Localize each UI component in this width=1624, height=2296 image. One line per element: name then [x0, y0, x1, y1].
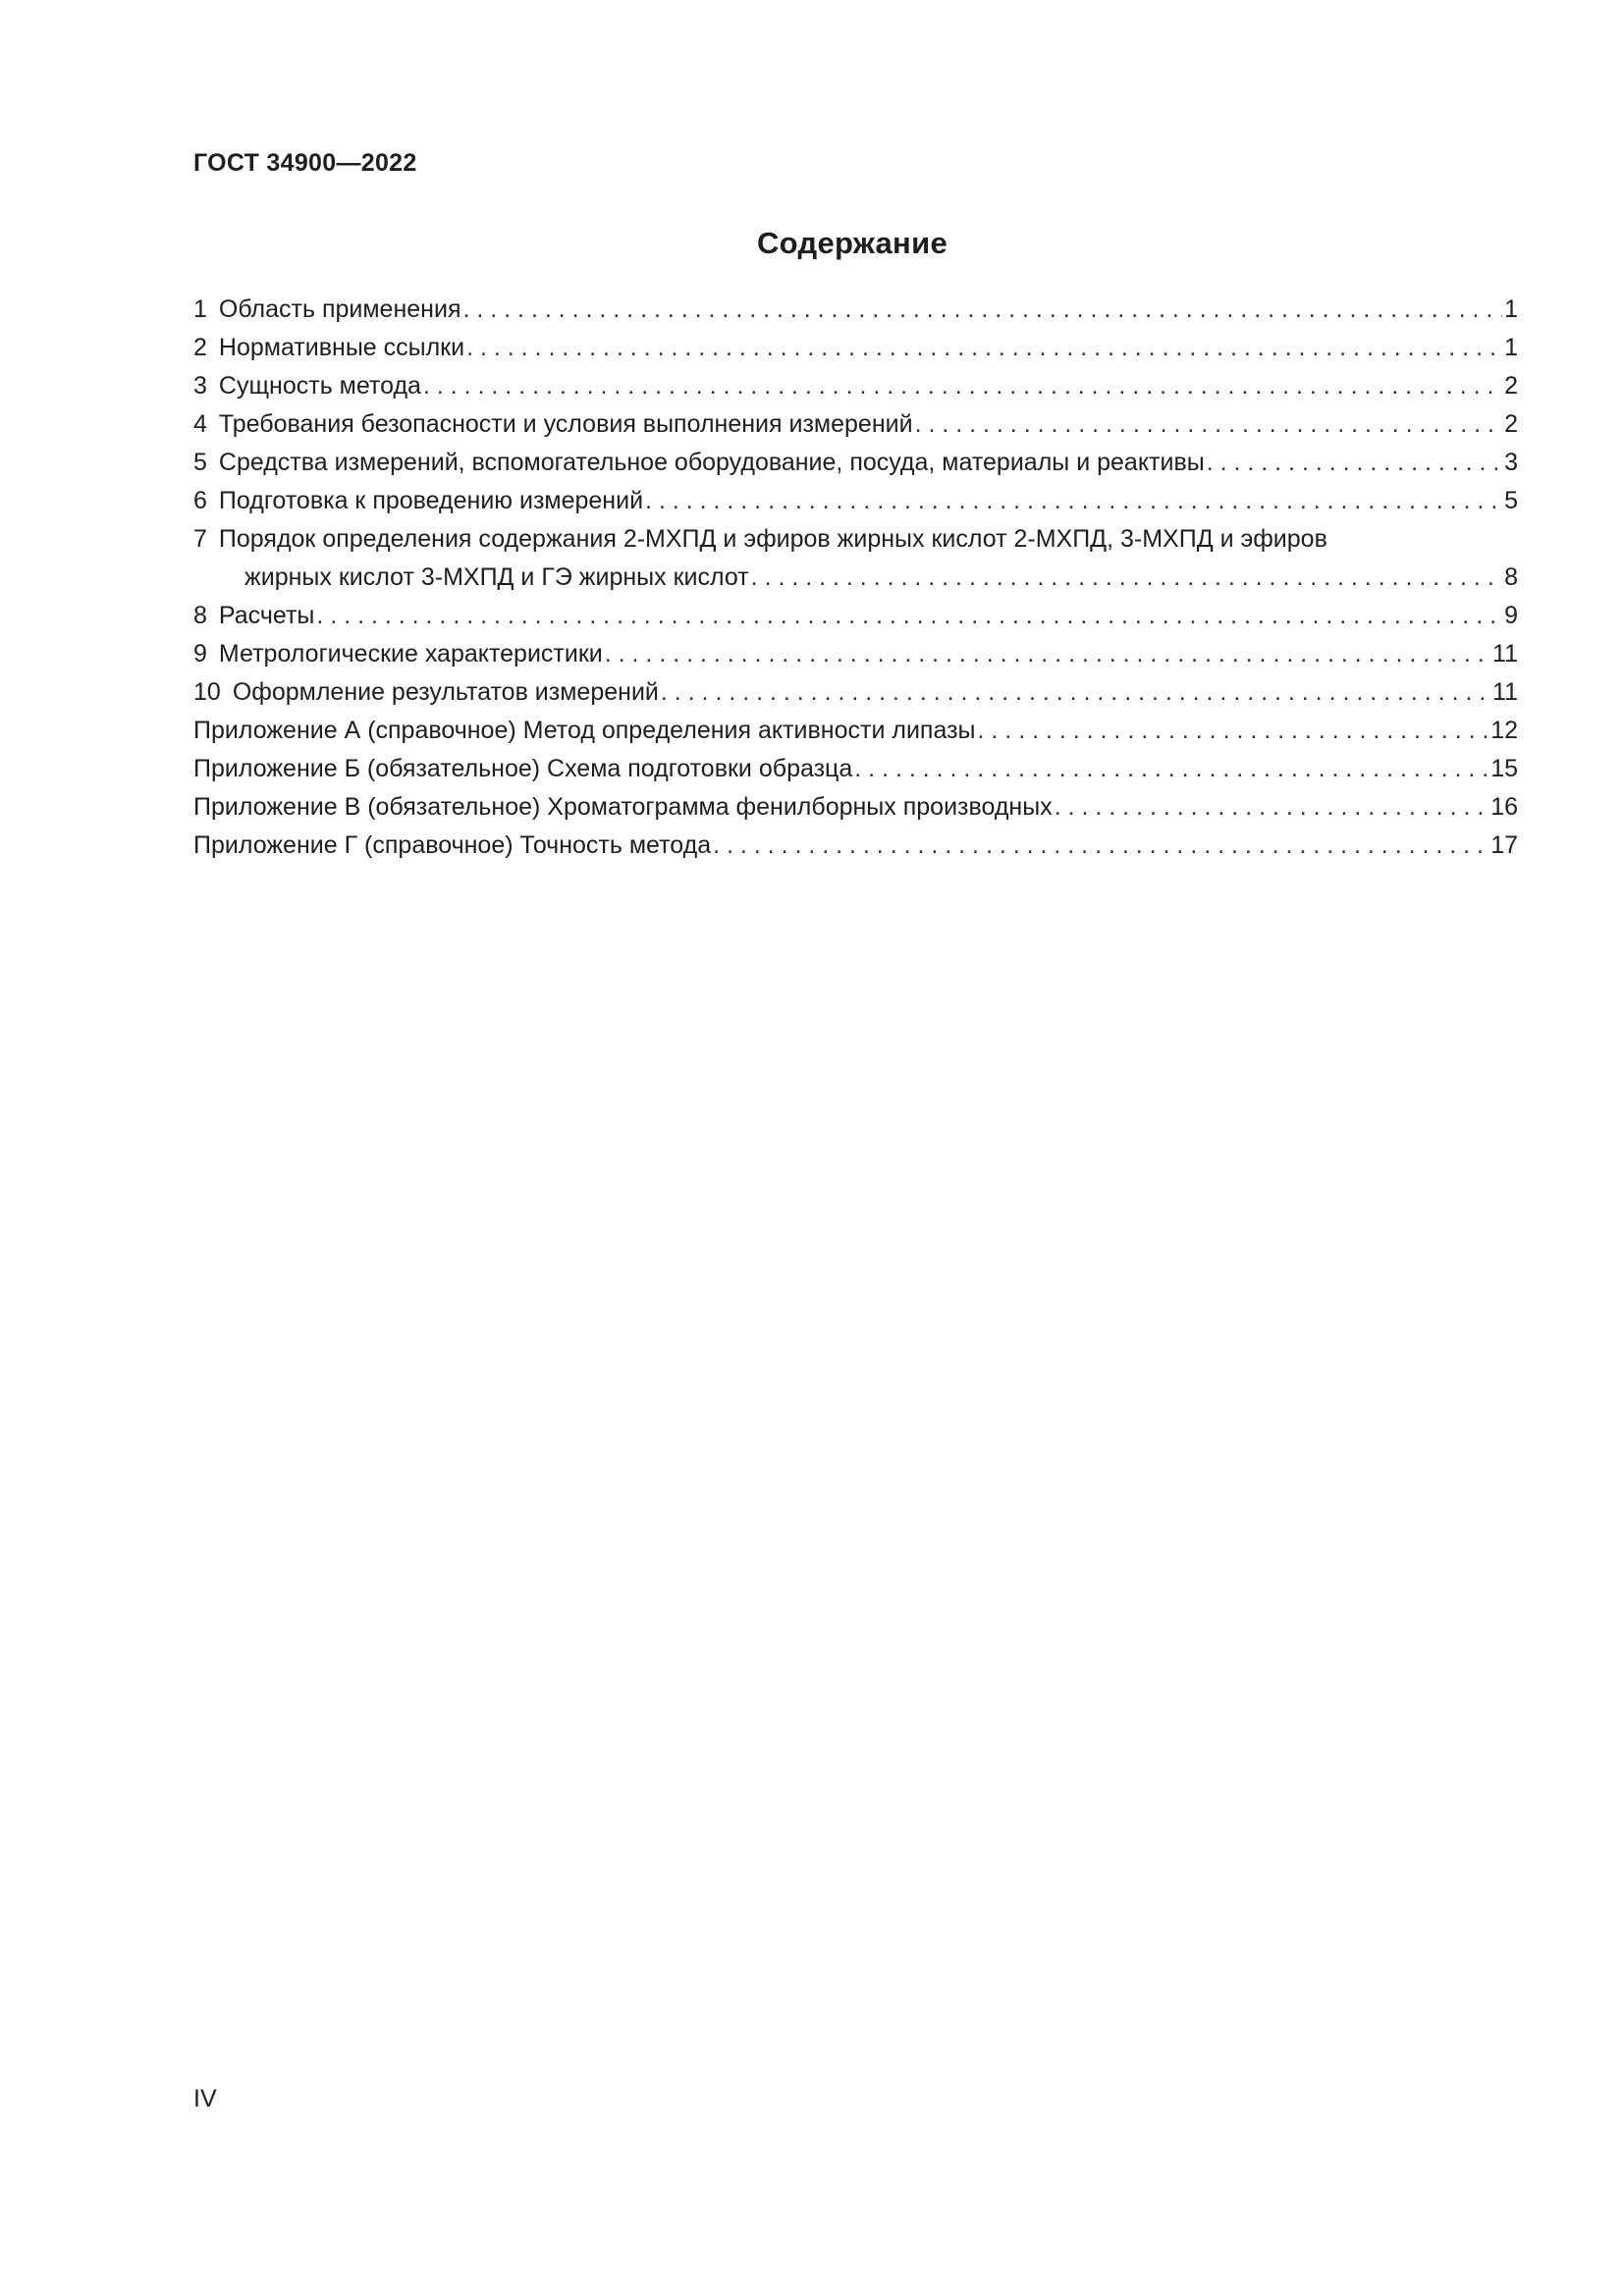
toc-entry-text: Приложение Б (обязательное) Схема подготовки образца	[193, 750, 854, 788]
toc-entry-page: 9	[1502, 597, 1518, 635]
toc-entry[interactable]	[193, 329, 1518, 367]
document-id: ГОСТ 34900—2022	[193, 149, 417, 177]
toc-entry-text: Расчеты	[218, 602, 315, 629]
toc-entry[interactable]	[193, 482, 1518, 520]
toc-entry-text: Приложение Г (справочное) Точность метода	[193, 827, 713, 865]
toc-entry-page: 5	[1502, 482, 1518, 520]
toc-leader-dots	[1207, 444, 1502, 482]
toc-entry[interactable]	[193, 405, 1518, 444]
toc-entry-text: Сущность метода	[218, 372, 421, 400]
toc-entry-appendix[interactable]	[193, 712, 1518, 750]
toc-leader-dots	[423, 367, 1502, 405]
toc-entry[interactable]	[193, 291, 1518, 329]
toc-entry-number: 4	[193, 410, 207, 438]
toc-entry-number: 1	[193, 295, 207, 323]
toc-entry-page: 11	[1490, 635, 1518, 673]
toc-entry-number: 10	[193, 678, 221, 706]
toc-entry-page: 16	[1489, 788, 1518, 827]
toc-leader-dots	[854, 750, 1489, 788]
toc-entry-text: Область применения	[218, 295, 461, 323]
toc-title: Содержание	[757, 226, 947, 260]
toc-leader-dots	[713, 827, 1489, 865]
toc-entry-text: Нормативные ссылки	[218, 334, 465, 361]
toc-leader-dots	[978, 712, 1489, 750]
toc-entry-text: Приложение В (обязательное) Хроматограмма фенилборных производных	[193, 788, 1055, 827]
toc-entry-number: 9	[193, 640, 207, 667]
toc-leader-dots	[605, 635, 1490, 673]
toc-entry-text-continued: жирных кислот 3-МХПД и ГЭ жирных кислот	[244, 559, 751, 597]
toc-entry-page: 12	[1489, 712, 1518, 750]
toc-entry-text: Подготовка к проведению измерений	[218, 487, 644, 514]
toc-entry-page: 3	[1502, 444, 1518, 482]
toc-leader-dots	[645, 482, 1502, 520]
toc-leader-dots	[751, 559, 1502, 597]
toc-leader-dots	[466, 329, 1502, 367]
toc-entry-page: 11	[1490, 673, 1518, 712]
toc-entry-number: 5	[193, 449, 207, 476]
toc-leader-dots	[462, 291, 1502, 329]
toc-leader-dots	[316, 597, 1502, 635]
toc-entry-appendix[interactable]	[193, 750, 1518, 788]
toc-entry-text: Требования безопасности и условия выполнения измерений	[218, 410, 913, 438]
toc-entry-multiline[interactable]	[193, 520, 1518, 597]
toc-entry-text: Приложение А (справочное) Метод определения активности липазы	[193, 712, 978, 750]
toc-entry[interactable]	[193, 444, 1518, 482]
toc-entry[interactable]	[193, 597, 1518, 635]
toc-entry-page: 1	[1502, 291, 1518, 329]
toc-entry[interactable]	[193, 673, 1518, 712]
toc-entry-text: Метрологические характеристики	[218, 640, 603, 667]
toc-entry-number: 7	[193, 525, 207, 553]
toc-entry-page: 2	[1502, 367, 1518, 405]
toc-entry-page: 17	[1489, 827, 1518, 865]
toc-entry-number: 2	[193, 334, 207, 361]
toc-entry[interactable]	[193, 635, 1518, 673]
toc-entry-text: Порядок определения содержания 2-МХПД и эфиров жирных кислот 2-МХПД, 3-МХПД и эфиров	[218, 525, 1327, 553]
toc-entry-appendix[interactable]	[193, 827, 1518, 865]
toc-leader-dots	[1055, 788, 1489, 827]
toc-leader-dots	[661, 673, 1490, 712]
toc-leader-dots	[915, 405, 1503, 444]
toc-entry-appendix[interactable]	[193, 788, 1518, 827]
toc-entry-number: 3	[193, 372, 207, 400]
toc-entry-text: Средства измерений, вспомогательное оборудование, посуда, материалы и реактивы	[218, 449, 1205, 476]
toc-entry-text: Оформление результатов измерений	[232, 678, 659, 706]
toc-entry[interactable]	[193, 367, 1518, 405]
toc-entry-page: 1	[1502, 329, 1518, 367]
toc-entry-number: 8	[193, 602, 207, 629]
page-folio: IV	[193, 2085, 217, 2112]
toc-entry-page: 8	[1502, 559, 1518, 597]
toc-entry-number: 6	[193, 487, 207, 514]
table-of-contents	[193, 291, 1518, 865]
toc-entry-page: 15	[1489, 750, 1518, 788]
toc-entry-page: 2	[1502, 405, 1518, 444]
